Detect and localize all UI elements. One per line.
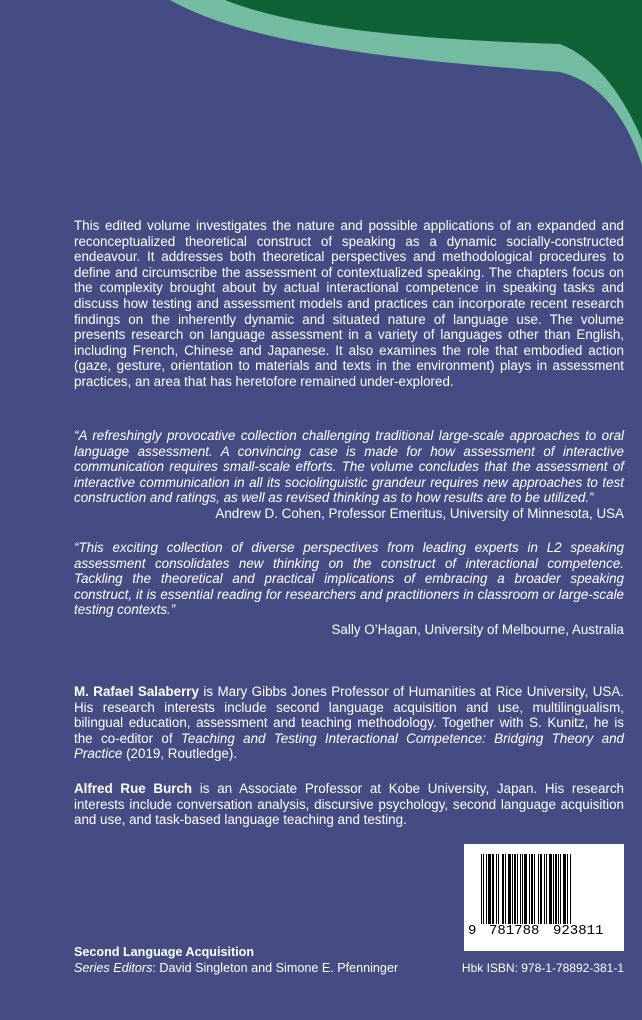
endorsement-author: Andrew D. Cohen, Professor Emeritus, University of Minnesota, USA: [215, 505, 624, 521]
book-title: Teaching and Testing Interactional Competence: Bridging Theory and Practice: [74, 730, 624, 762]
isbn-barcode: [464, 844, 624, 951]
barcode-bar: [540, 854, 542, 924]
barcode-bar: [514, 854, 516, 924]
endorsement-ohagan: [74, 540, 624, 638]
barcode-bar: [488, 854, 491, 924]
barcode-digits: [464, 923, 624, 941]
barcode-right-group: 923811: [553, 923, 604, 939]
barcode-bar: [524, 854, 527, 924]
barcode-bar: [549, 854, 552, 924]
series-info: [74, 944, 398, 976]
author-bio-salaberry: [74, 684, 624, 762]
barcode-bar: [517, 854, 518, 924]
barcode-bar: [558, 854, 559, 924]
barcode-bar: [570, 854, 571, 924]
endorsement-quote: “This exciting collection of diverse perspectives from leading experts in L2 speaking assessment consolidates new thinking on the construct of interactional competence. Tackling the theoretical and practical implications of embracing a broader speaking construct, it is essential reading for researchers and practitioners in classroom or large-scale testing contexts.”: [74, 540, 624, 618]
barcode-bar: [502, 854, 504, 924]
barcode-bar: [560, 854, 561, 924]
barcode-bar: [531, 854, 533, 924]
barcode-bar: [520, 854, 521, 924]
barcode-bar: [481, 854, 482, 924]
barcode-bar: [555, 854, 557, 924]
barcode-bar: [563, 854, 566, 924]
author-name: M. Rafael Salaberry: [74, 684, 199, 699]
barcode-left-group: 781788: [489, 923, 540, 939]
barcode-bar: [546, 854, 547, 924]
bio-text: is Mary Gibbs Jones Professor of Humanities at Rice University, USA. His research interests include second language acquisition and use, multilingualism, bilingual education, assessment and teaching methodology. Together with S. Kunitz, he is the co-editor of: [74, 684, 624, 746]
author-name: Alfred Rue Burch: [74, 781, 193, 796]
series-editors-label: Series Editors: [74, 961, 153, 975]
barcode-bar: [492, 854, 494, 924]
series-editors: [74, 960, 398, 976]
barcode-bar: [553, 854, 554, 924]
endorsement-quote: “A refreshingly provocative collection challenging traditional large-scale approaches to oral language assessment. A convincing case is made for how assessment of interactive communication requires small-scale efforts. The volume concludes that the assessment of interactive communication in all its sociolinguistic grandeur requires new approaches to test construction and ratings, as well as revised thinking as to how results are to be utilized.”: [74, 428, 624, 506]
barcode-bars: [479, 854, 609, 928]
bio-text: is an Associate Professor at Kobe University, Japan. His research interests include conversation analysis, discursive psychology, second language acquisition and use, and task-based language teaching and testing.: [74, 781, 624, 828]
barcode-bar: [505, 854, 506, 924]
endorsement-cohen: [74, 428, 624, 522]
barcode-bar: [496, 854, 497, 924]
barcode-bar: [534, 854, 535, 924]
barcode-bar: [544, 854, 545, 924]
barcode-bar: [498, 854, 499, 924]
bio-text-end: (2019, Routledge).: [122, 746, 238, 762]
series-editors-names: : David Singleton and Simone E. Pfenninger: [152, 961, 399, 975]
barcode-bar: [538, 854, 539, 924]
author-bio-burch: [74, 781, 624, 828]
isbn-number: Hbk ISBN: 978-1-78892-381-1: [461, 961, 624, 975]
series-title: Second Language Acquisition: [74, 945, 255, 959]
book-description: This edited volume investigates the nature and possible applications of an expanded and reconceptualized theoretical construct of speaking as a dynamic socially-constructed endeavour. It addresses both theoretical perspectives and methodological procedures to define and circumscribe the assessment of contextualized speaking. The chapters focus on the complexity brought about by actual interactional competence in speaking tasks and discuss how testing and assessment models and practices can incorporate recent research findings on the inherently dynamic and situated nature of language use. The volume presents research on language assessment in a variety of languages other than English, including French, Chinese and Japanese. It also examines the role that embodied action (gaze, gesture, orientation to materials and texts in the environment) plays in assessment practices, an area that has heretofore remained under-explored.: [74, 218, 624, 389]
barcode-bar: [522, 854, 523, 924]
barcode-bar: [483, 854, 484, 924]
barcode-bar: [529, 854, 530, 924]
barcode-bar: [508, 854, 511, 924]
barcode-bar: [567, 854, 568, 924]
decorative-swoosh: [0, 0, 642, 200]
endorsement-author: Sally O’Hagan, University of Melbourne, Australia: [331, 621, 624, 637]
barcode-bar: [512, 854, 513, 924]
barcode-lead-digit: 9: [468, 923, 477, 939]
barcode-bar: [486, 854, 487, 924]
